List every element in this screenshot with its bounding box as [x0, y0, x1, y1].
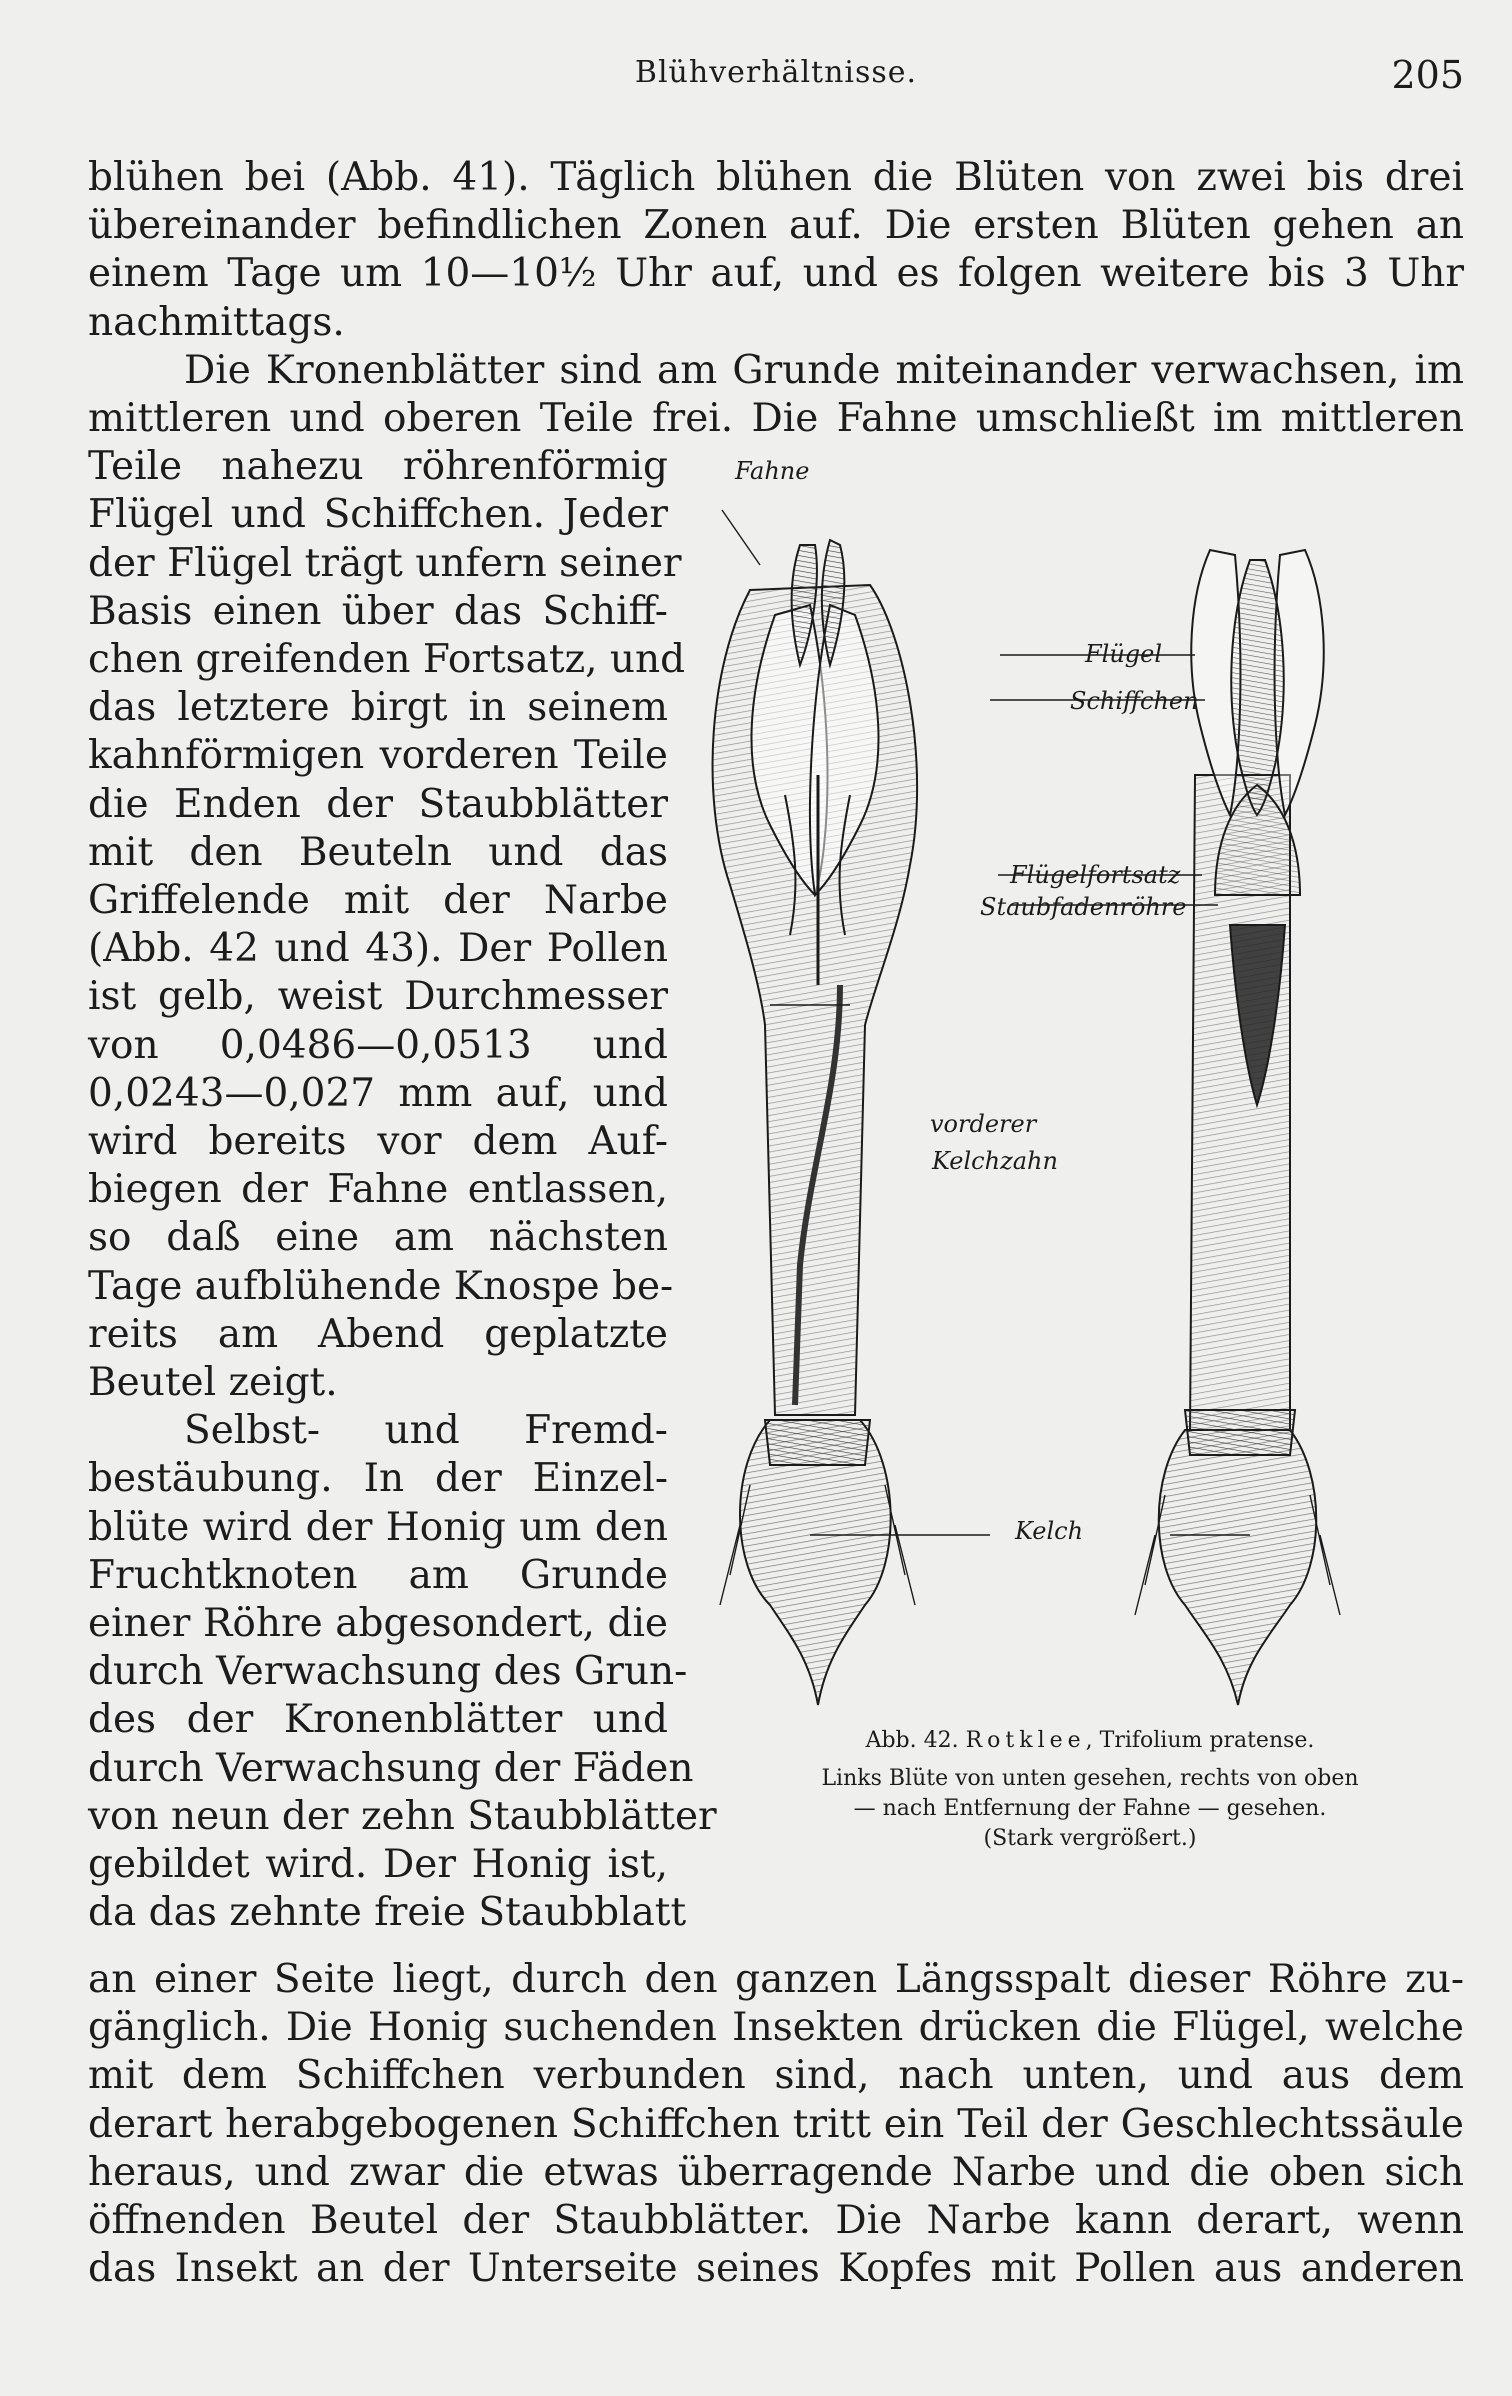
text-line: mittleren und oberen Teile frei. Die Fahne umschließt im mittleren — [88, 396, 1464, 441]
text-line: biegen der Fahne entlassen, — [88, 1167, 668, 1213]
text-line: (Abb. 42 und 43). Der Pollen — [88, 926, 668, 972]
text-line: heraus, und zwar die etwas überragende Narbe und die oben sich — [88, 2149, 1464, 2195]
caption-number: Abb. 42. — [865, 1728, 959, 1753]
text-line: an einer Seite liegt, durch den ganzen Längsspalt dieser Röhre zu- — [88, 1957, 1464, 2002]
text-line: derart herabgebogenen Schiffchen tritt ein Teil der Geschlechtssäule — [88, 2101, 1464, 2147]
text-line: wird bereits vor dem Auf- — [88, 1119, 668, 1164]
text-line: blüte wird der Honig um den — [88, 1504, 668, 1550]
text-line: chen greifenden Fortsatz, und — [88, 637, 686, 682]
text-line: mit den Beuteln und das — [88, 829, 668, 875]
label-kelchzahn: Kelchzahn — [932, 1147, 1058, 1175]
text-line: die Enden der Staubblätter — [88, 781, 668, 827]
text-line: reits am Abend geplatzte — [88, 1311, 668, 1357]
text-line: Selbst- und Fremd- — [184, 1408, 668, 1454]
page-header — [88, 55, 1464, 115]
text-line: ist gelb, weist Durchmesser — [88, 974, 668, 1020]
text-line: einer Röhre abgesondert, die — [88, 1601, 668, 1646]
figure-caption-line3: — nach Entfernung der Fahne — gesehen. — [853, 1796, 1327, 1821]
text-line: gebildet wird. Der Honig ist, — [88, 1842, 668, 1887]
text-line: bestäubung. In der Einzel- — [88, 1456, 668, 1502]
text-line: blühen bei (Abb. 41). Täglich blühen die Blüten von zwei bis drei — [88, 155, 1464, 200]
label-kelch: Kelch — [1015, 1517, 1084, 1545]
text-line: Griffelende mit der Narbe — [88, 878, 668, 923]
label-fluegel: Flügel — [1085, 640, 1163, 668]
text-line: nachmittags. — [88, 299, 345, 345]
text-line: der Flügel trägt unfern seiner — [88, 540, 682, 586]
text-line: öffnenden Beutel der Staubblätter. Die Narbe kann derart, wenn — [88, 2198, 1464, 2243]
text-line: gänglich. Die Honig suchenden Insekten drücken die Flügel, welche — [88, 2005, 1464, 2051]
page-number: 205 — [1391, 53, 1464, 97]
text-line: des der Kronenblätter und — [88, 1697, 668, 1743]
text-line: durch Verwachsung der Fäden — [88, 1745, 694, 1791]
text-line: Basis einen über das Schiff- — [88, 588, 668, 634]
running-title: Blühverhältnisse. — [634, 55, 918, 90]
text-line: übereinander befindlichen Zonen auf. Die ersten Blüten gehen an — [88, 203, 1464, 249]
caption-species: , Trifolium pratense. — [1085, 1728, 1315, 1753]
right-flower — [1135, 550, 1340, 1705]
text-line: das letztere birgt in seinem — [88, 685, 668, 731]
text-line: 0,0243—0,027 mm auf, und — [88, 1070, 668, 1116]
text-line: das Insekt an der Unterseite seines Kopfes mit Pollen aus anderen — [88, 2246, 1464, 2292]
text-line: durch Verwachsung des Grun- — [88, 1649, 688, 1695]
text-line: Beutel zeigt. — [88, 1360, 338, 1405]
text-line: kahnförmigen vorderen Teile — [88, 733, 668, 779]
label-fluegelfortsatz: Flügelfortsatz — [1010, 861, 1181, 889]
label-staubfadenroehre: Staubfadenröhre — [980, 893, 1187, 921]
label-vorderer: vorderer — [930, 1110, 1037, 1138]
left-flower — [713, 540, 918, 1705]
label-fahne: Fahne — [735, 457, 810, 485]
figure-caption-line4: (Stark vergrößert.) — [983, 1826, 1197, 1851]
text-line: von neun der zehn Staubblätter — [88, 1793, 717, 1839]
text-line: da das zehnte freie Staubblatt — [88, 1890, 687, 1936]
text-line: Flügel und Schiffchen. Jeder — [88, 492, 668, 538]
text-line: Fruchtknoten am Grunde — [88, 1552, 668, 1598]
text-line: so daß eine am nächsten — [88, 1215, 668, 1261]
text-line: mit dem Schiffchen verbunden sind, nach unten, und aus dem — [88, 2053, 1464, 2099]
figure-red-clover — [690, 457, 1460, 1720]
text-line: Teile nahezu röhrenförmig — [88, 444, 668, 490]
text-line: Die Kronenblätter sind am Grunde miteinander verwachsen, im — [184, 347, 1464, 393]
caption-name: Rotklee — [965, 1728, 1086, 1753]
text-line: von 0,0486—0,0513 und — [88, 1022, 668, 1068]
figure-caption-line1 — [700, 1730, 1480, 1752]
text-line: Tage aufblühende Knospe be- — [88, 1263, 674, 1309]
label-schiffchen: Schiffchen — [1070, 687, 1199, 715]
text-line: einem Tage um 10—10½ Uhr auf, und es folgen weitere bis 3 Uhr — [88, 251, 1464, 297]
figure-caption-line2: Links Blüte von unten gesehen, rechts von oben — [821, 1766, 1359, 1791]
